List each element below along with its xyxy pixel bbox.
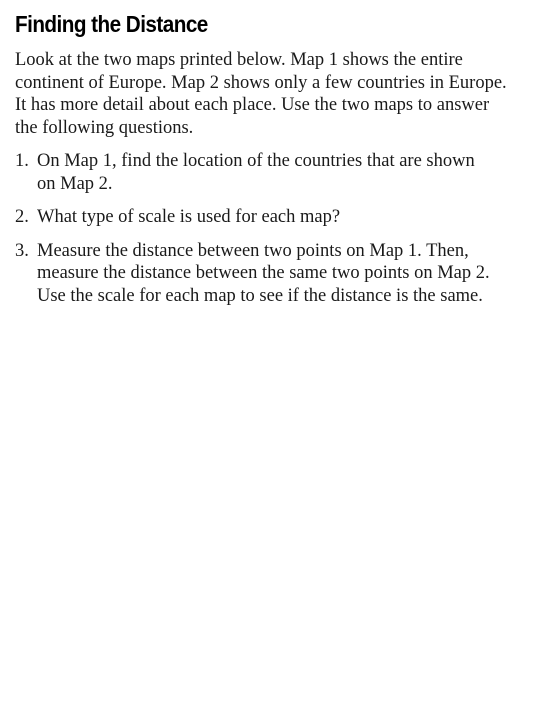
question-item-2 bbox=[15, 206, 535, 229]
intro-paragraph bbox=[15, 49, 535, 139]
question-item-1 bbox=[15, 150, 535, 195]
question-number: 1. bbox=[15, 151, 29, 171]
page-title: Finding the Distance bbox=[15, 11, 208, 37]
intro-line: It has more detail about each place. Use the two maps to answer bbox=[15, 95, 490, 115]
question-text-line: Use the scale for each map to see if the distance is the same. bbox=[37, 285, 483, 306]
question-list bbox=[15, 150, 535, 318]
question-item-3 bbox=[15, 240, 535, 308]
intro-line: the following questions. bbox=[15, 117, 194, 138]
question-text-line: on Map 2. bbox=[37, 173, 113, 194]
question-number: 2. bbox=[15, 207, 29, 227]
question-text-line: Measure the distance between two points on Map 1. Then, bbox=[37, 240, 469, 261]
question-text-line: What type of scale is used for each map? bbox=[37, 207, 341, 227]
intro-line: Look at the two maps printed below. Map 1 shows the entire bbox=[15, 50, 463, 70]
question-text-line: On Map 1, find the location of the countries that are shown bbox=[37, 151, 475, 171]
question-text-line: measure the distance between the same two points on Map 2. bbox=[37, 263, 490, 283]
question-number: 3. bbox=[15, 240, 29, 261]
intro-line: continent of Europe. Map 2 shows only a few countries in Europe. bbox=[15, 72, 507, 93]
